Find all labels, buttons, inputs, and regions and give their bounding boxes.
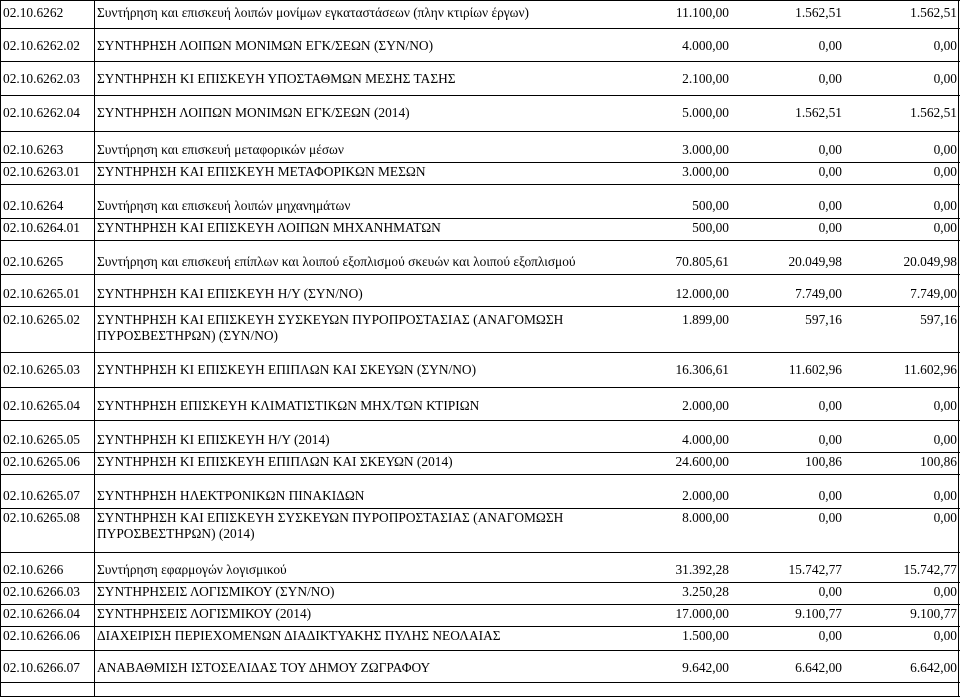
account-description: ΣΥΝΤΗΡΗΣΗ ΚΙ ΕΠΙΣΚΕΥΗ Η/Υ (2014) — [97, 432, 330, 447]
paid-amount: 0,00 — [933, 198, 957, 213]
budgeted-amount: 70.805,61 — [675, 254, 729, 269]
budgeted-amount: 3.000,00 — [682, 142, 729, 157]
committed-amount: 6.642,00 — [795, 660, 842, 675]
account-code: 02.10.6263.01 — [3, 164, 80, 179]
account-description: ΔΙΑΧΕΙΡΙΣΗ ΠΕΡΙΕΧΟΜΕΝΩΝ ΔΙΑΔΙΚΤΥΑΚΗΣ ΠΥΛΗΣ ΝΕΟΛΑΙΑΣ — [97, 628, 501, 643]
account-description: ΣΥΝΤΗΡΗΣΗ ΚΙ ΕΠΙΣΚΕΥΗ ΕΠΙΠΛΩΝ ΚΑΙ ΣΚΕΥΩΝ (2014) — [97, 454, 453, 469]
committed-amount: 597,16 — [805, 312, 842, 327]
account-description: Συντήρηση εφαρμογών λογισμικού — [97, 562, 287, 577]
row-divider — [0, 474, 960, 475]
budgeted-amount: 8.000,00 — [682, 510, 729, 525]
paid-amount: 0,00 — [933, 432, 957, 447]
committed-amount: 0,00 — [818, 71, 842, 86]
account-code: 02.10.6266.03 — [3, 584, 80, 599]
account-description: ΣΥΝΤΗΡΗΣΗ ΕΠΙΣΚΕΥΗ ΚΛΙΜΑΤΙΣΤΙΚΩΝ ΜΗΧ/ΤΩΝ ΚΤΙΡΙΩΝ — [97, 398, 480, 413]
paid-amount: 1.562,51 — [910, 5, 957, 20]
row-divider — [0, 61, 960, 62]
committed-amount: 7.749,00 — [795, 286, 842, 301]
row-divider — [0, 420, 960, 421]
paid-amount: 0,00 — [933, 71, 957, 86]
budgeted-amount: 4.000,00 — [682, 432, 729, 447]
committed-amount: 0,00 — [818, 432, 842, 447]
account-code: 02.10.6264.01 — [3, 220, 80, 235]
committed-amount: 0,00 — [818, 628, 842, 643]
budgeted-amount: 16.306,61 — [675, 362, 729, 377]
paid-amount: 9.100,77 — [910, 606, 957, 621]
committed-amount: 0,00 — [818, 164, 842, 179]
row-divider — [0, 274, 960, 275]
paid-amount: 20.049,98 — [903, 254, 957, 269]
row-divider — [0, 552, 960, 553]
account-description: Συντήρηση και επισκευή λοιπών μηχανημάτων — [97, 198, 351, 213]
row-divider — [0, 508, 960, 509]
budgeted-amount: 17.000,00 — [675, 606, 729, 621]
paid-amount: 6.642,00 — [910, 660, 957, 675]
committed-amount: 1.562,51 — [795, 5, 842, 20]
account-description: Συντήρηση και επισκευή επίπλων και λοιπού εξοπλισμού σκευών και λοιπού εξοπλισμού — [97, 254, 576, 269]
budgeted-amount: 5.000,00 — [682, 105, 729, 120]
account-code: 02.10.6262.03 — [3, 71, 80, 86]
row-divider — [0, 28, 960, 29]
account-description: Συντήρηση και επισκευή λοιπών μονίμων εγκαταστάσεων (πλην κτιρίων έργων) — [97, 5, 529, 20]
budgeted-amount: 500,00 — [692, 220, 729, 235]
committed-amount: 0,00 — [818, 142, 842, 157]
budgeted-amount: 3.250,28 — [682, 584, 729, 599]
committed-amount: 0,00 — [818, 584, 842, 599]
account-code: 02.10.6265.02 — [3, 312, 80, 327]
row-divider — [0, 131, 960, 132]
committed-amount: 9.100,77 — [795, 606, 842, 621]
committed-amount: 1.562,51 — [795, 105, 842, 120]
paid-amount: 15.742,77 — [903, 562, 957, 577]
paid-amount: 0,00 — [933, 164, 957, 179]
row-divider — [0, 387, 960, 388]
paid-amount: 0,00 — [933, 628, 957, 643]
committed-amount: 11.602,96 — [788, 362, 842, 377]
paid-amount: 0,00 — [933, 488, 957, 503]
paid-amount: 0,00 — [933, 38, 957, 53]
committed-amount: 0,00 — [818, 38, 842, 53]
row-divider — [0, 306, 960, 307]
account-code: 02.10.6262 — [3, 5, 64, 20]
row-divider — [0, 626, 960, 627]
paid-amount: 597,16 — [920, 312, 957, 327]
account-code: 02.10.6266.04 — [3, 606, 80, 621]
account-description: ΣΥΝΤΗΡΗΣΗ ΗΛΕΚΤΡΟΝΙΚΩΝ ΠΙΝΑΚΙΔΩΝ — [97, 488, 365, 503]
account-code: 02.10.6266.07 — [3, 660, 80, 675]
row-divider — [0, 650, 960, 651]
account-description: ΣΥΝΤΗΡΗΣΗ ΛΟΙΠΩΝ ΜΟΝΙΜΩΝ ΕΓΚ/ΣΕΩΝ (2014) — [97, 105, 410, 120]
account-description: ΣΥΝΤΗΡΗΣΗ ΚΑΙ ΕΠΙΣΚΕΥΗ ΣΥΣΚΕΥΩΝ ΠΥΡΟΠΡΟΣΤΑΣΙΑΣ (ΑΝΑΓΟΜΩΣΗ ΠΥΡΟΣΒΕΣΤΗΡΩΝ) (ΣΥΝ/ΝΟ) — [97, 312, 564, 343]
account-description: ΣΥΝΤΗΡΗΣΗ ΚΙ ΕΠΙΣΚΕΥΗ ΕΠΙΠΛΩΝ ΚΑΙ ΣΚΕΥΩΝ (ΣΥΝ/ΝΟ) — [97, 362, 477, 377]
account-code: 02.10.6262.02 — [3, 38, 80, 53]
row-divider — [0, 95, 960, 96]
account-code: 02.10.6265.07 — [3, 488, 80, 503]
row-divider — [0, 604, 960, 605]
account-description: ΣΥΝΤΗΡΗΣΕΙΣ ΛΟΓΙΣΜΙΚΟΥ (ΣΥΝ/ΝΟ) — [97, 584, 335, 599]
row-divider — [0, 218, 960, 219]
budgeted-amount: 500,00 — [692, 198, 729, 213]
account-code: 02.10.6265.06 — [3, 454, 80, 469]
committed-amount: 0,00 — [818, 398, 842, 413]
account-description: ΣΥΝΤΗΡΗΣΗ ΚΑΙ ΕΠΙΣΚΕΥΗ ΣΥΣΚΕΥΩΝ ΠΥΡΟΠΡΟΣΤΑΣΙΑΣ (ΑΝΑΓΟΜΩΣΗ ΠΥΡΟΣΒΕΣΤΗΡΩΝ) (2014) — [97, 510, 564, 541]
committed-amount: 0,00 — [818, 488, 842, 503]
paid-amount: 0,00 — [933, 398, 957, 413]
committed-amount: 20.049,98 — [788, 254, 842, 269]
account-code: 02.10.6265.01 — [3, 286, 80, 301]
paid-amount: 11.602,96 — [903, 362, 957, 377]
paid-amount: 1.562,51 — [910, 105, 957, 120]
account-description: Συντήρηση και επισκευή μεταφορικών μέσων — [97, 142, 344, 157]
account-description: ΣΥΝΤΗΡΗΣΗ ΚΙ ΕΠΙΣΚΕΥΗ ΥΠΟΣΤΑΘΜΩΝ ΜΕΣΗΣ ΤΑΣΗΣ — [97, 71, 456, 86]
budgeted-amount: 24.600,00 — [675, 454, 729, 469]
committed-amount: 15.742,77 — [788, 562, 842, 577]
committed-amount: 100,86 — [805, 454, 842, 469]
column-divider — [94, 0, 95, 697]
account-code: 02.10.6266.06 — [3, 628, 80, 643]
account-code: 02.10.6265.05 — [3, 432, 80, 447]
committed-amount: 0,00 — [818, 198, 842, 213]
account-code: 02.10.6264 — [3, 198, 64, 213]
row-divider — [0, 184, 960, 185]
budgeted-amount: 12.000,00 — [675, 286, 729, 301]
budgeted-amount: 2.000,00 — [682, 488, 729, 503]
row-divider — [0, 0, 960, 1]
account-description: ΣΥΝΤΗΡΗΣΗ ΚΑΙ ΕΠΙΣΚΕΥΗ ΜΕΤΑΦΟΡΙΚΩΝ ΜΕΣΩΝ — [97, 164, 426, 179]
account-code: 02.10.6262.04 — [3, 105, 80, 120]
row-divider — [0, 582, 960, 583]
paid-amount: 0,00 — [933, 220, 957, 235]
budgeted-amount: 31.392,28 — [675, 562, 729, 577]
account-description: ΑΝΑΒΑΘΜΙΣΗ ΙΣΤΟΣΕΛΙΔΑΣ ΤΟΥ ΔΗΜΟΥ ΖΩΓΡΑΦΟΥ — [97, 660, 431, 675]
budgeted-amount: 2.100,00 — [682, 71, 729, 86]
account-description: ΣΥΝΤΗΡΗΣΕΙΣ ΛΟΓΙΣΜΙΚΟΥ (2014) — [97, 606, 312, 621]
row-divider — [0, 352, 960, 353]
budgeted-amount: 2.000,00 — [682, 398, 729, 413]
column-divider — [0, 0, 1, 697]
budgeted-amount: 1.899,00 — [682, 312, 729, 327]
committed-amount: 0,00 — [818, 510, 842, 525]
account-description: ΣΥΝΤΗΡΗΣΗ ΚΑΙ ΕΠΙΣΚΕΥΗ Η/Υ (ΣΥΝ/ΝΟ) — [97, 286, 363, 301]
account-code: 02.10.6266 — [3, 562, 64, 577]
row-divider — [0, 240, 960, 241]
row-divider — [0, 682, 960, 683]
paid-amount: 0,00 — [933, 510, 957, 525]
account-description: ΣΥΝΤΗΡΗΣΗ ΛΟΙΠΩΝ ΜΟΝΙΜΩΝ ΕΓΚ/ΣΕΩΝ (ΣΥΝ/ΝΟ) — [97, 38, 434, 53]
row-divider — [0, 452, 960, 453]
paid-amount: 7.749,00 — [910, 286, 957, 301]
account-description: ΣΥΝΤΗΡΗΣΗ ΚΑΙ ΕΠΙΣΚΕΥΗ ΛΟΙΠΩΝ ΜΗΧΑΝΗΜΑΤΩΝ — [97, 220, 441, 235]
paid-amount: 100,86 — [920, 454, 957, 469]
row-divider — [0, 162, 960, 163]
budgeted-amount: 4.000,00 — [682, 38, 729, 53]
budgeted-amount: 9.642,00 — [682, 660, 729, 675]
account-code: 02.10.6265.04 — [3, 398, 80, 413]
budgeted-amount: 3.000,00 — [682, 164, 729, 179]
column-divider — [958, 0, 959, 697]
account-code: 02.10.6265.03 — [3, 362, 80, 377]
budgeted-amount: 11.100,00 — [675, 5, 729, 20]
paid-amount: 0,00 — [933, 584, 957, 599]
committed-amount: 0,00 — [818, 220, 842, 235]
account-code: 02.10.6265 — [3, 254, 64, 269]
paid-amount: 0,00 — [933, 142, 957, 157]
account-code: 02.10.6265.08 — [3, 510, 80, 525]
budgeted-amount: 1.500,00 — [682, 628, 729, 643]
account-code: 02.10.6263 — [3, 142, 64, 157]
